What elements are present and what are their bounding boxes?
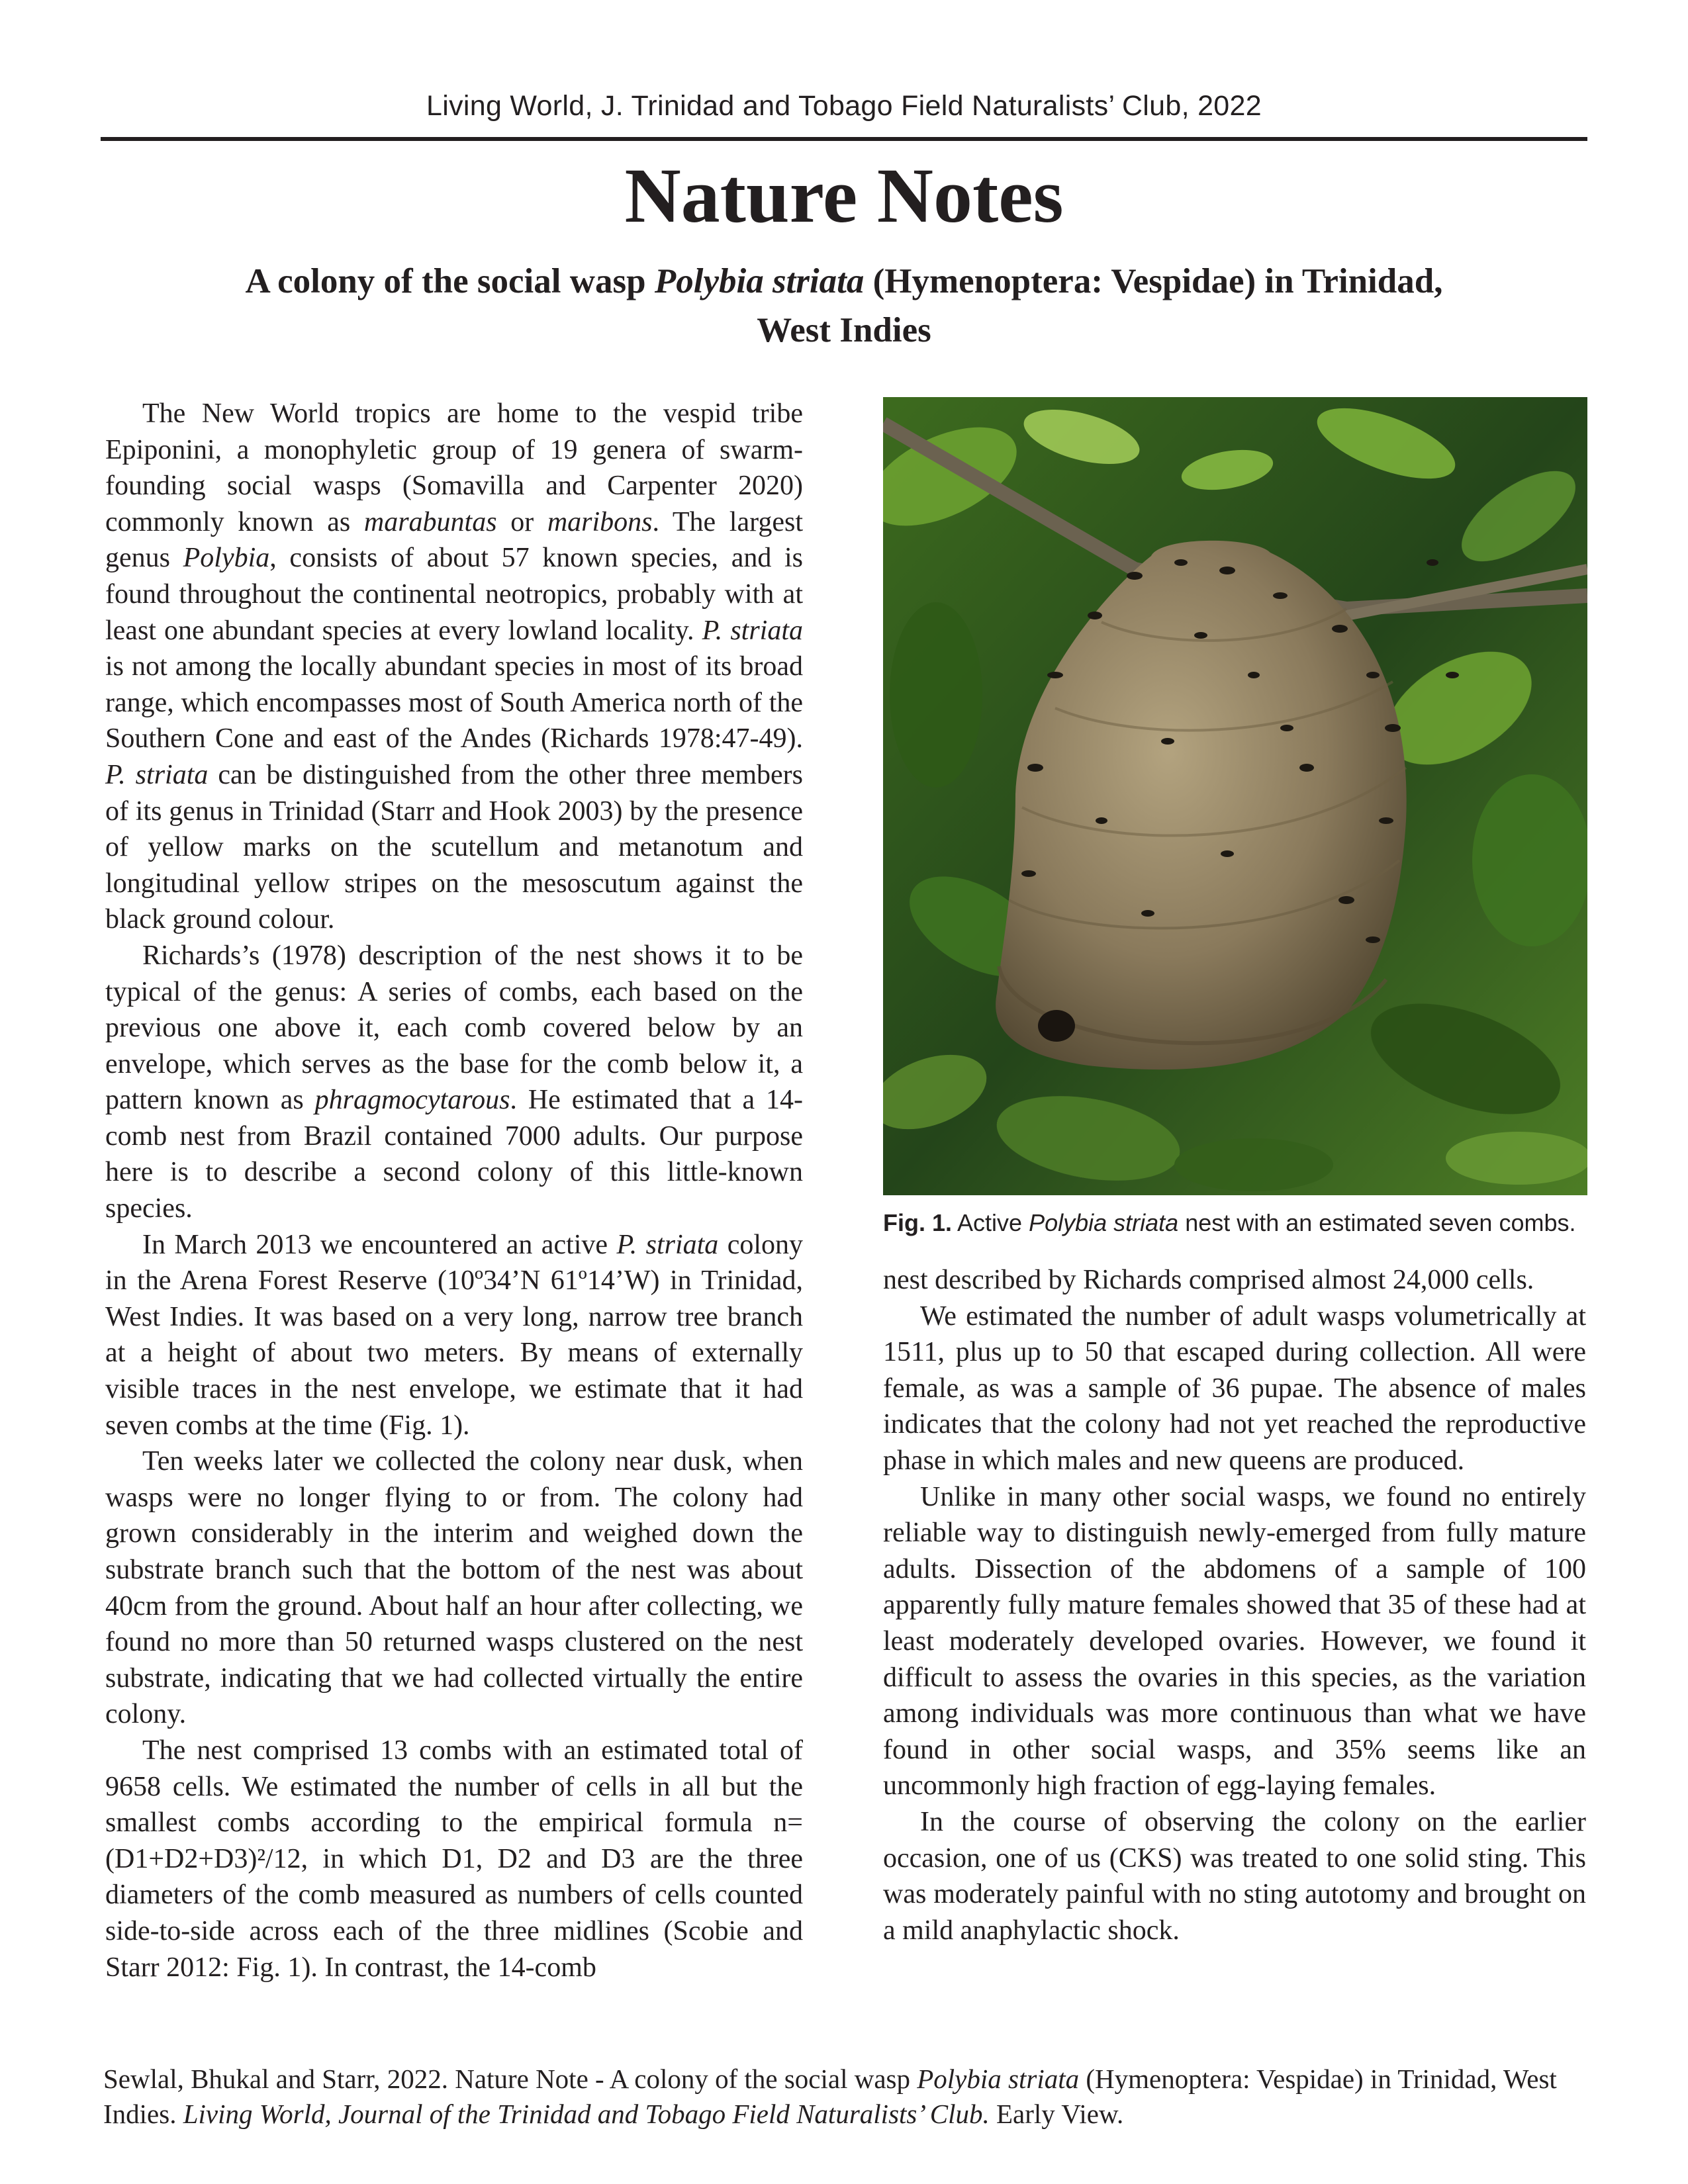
right-column: [883, 1262, 1586, 1948]
figure-photo: [883, 397, 1587, 1195]
article-title: [101, 257, 1587, 355]
header-rule: [101, 137, 1587, 141]
body-paragraph: The nest comprised 13 combs with an estimated total of 9658 cells. We estimated the number of cells in all but the smallest combs according to the empirical formula n=(D1+D2+D3)²/12, in which D1, D2 and D3 are the three diameters of the comb measured as numbers of cells counted side-to-side across each of the three midlines (Scobie and Starr 2012: Fig. 1). In contrast, the 14-comb: [105, 1735, 803, 1983]
body-paragraph: In the course of observing the colony on the earlier occasion, one of us (CKS) was treated to one solid sting. This was moderately painful with no sting autotomy and brought on a mild anaphylactic shock.: [883, 1806, 1586, 1946]
figure-caption: [883, 1208, 1590, 1238]
caption-species: Polybia striata: [1029, 1209, 1179, 1236]
italic-term: Polybia: [183, 543, 270, 574]
citation-text: Early View.: [989, 2099, 1124, 2129]
italic-term: marabuntas: [363, 506, 497, 537]
text-run: The New World tropics are home to the vespid tribe Epiponini, a monophyletic group of 19 genera of swarm-founding social wasps (Somavilla and Carpenter 2020) commonly known as: [105, 398, 803, 537]
text-run: colony in the Arena Forest Reserve (10º34’N 61º14’W) in Trinidad, West Indies. It was based on a very long, narrow tree branch at a height of about two meters. By means of externally visible traces in the nest envelope, we estimate that it had seven combs at the time (Fig. 1).: [105, 1229, 804, 1441]
text-run: can be distinguished from the other three members of its genus in Trinidad (Starr and Hook 2003) by the presence of yellow marks on the scutellum and metanotum and longitudinal yellow stripes on the mesoscutum against the black ground colour.: [105, 759, 804, 935]
article-title-species: Polybia striata: [654, 262, 865, 300]
caption-label: Fig. 1.: [883, 1209, 953, 1236]
citation-footer: [103, 2062, 1590, 2132]
citation-species: Polybia striata: [917, 2064, 1080, 2094]
italic-term: phragmocytarous: [314, 1085, 510, 1116]
citation-text: Sewlal, Bhukal and Starr, 2022. Nature Note - A colony of the social wasp: [103, 2064, 917, 2094]
text-run: . The largest genus: [105, 506, 804, 574]
text-run: is not among the locally abundant species in most of its broad range, which encompasses most of South America north of the Southern Cone and east of the Andes (Richards 1978:47-49).: [105, 651, 803, 754]
text-run: , consists of about 57 known species, and is found throughout the continental neotropics, probably with at least one abundant species at every lowland locality.: [105, 543, 803, 646]
citation-journal: Living World, Journal of the Trinidad and Tobago Field Naturalists’ Club.: [183, 2099, 990, 2129]
body-paragraph: [105, 1227, 803, 1444]
italic-term: P. striata: [702, 615, 804, 646]
article-title-part: (Hymenoptera: Vespidae) in Trinidad,: [864, 262, 1443, 300]
caption-text: nest with an estimated seven combs.: [1178, 1209, 1576, 1236]
left-column: [105, 396, 803, 1985]
section-title: Nature Notes: [624, 152, 1064, 239]
italic-term: maribons: [547, 506, 653, 537]
italic-term: P. striata: [616, 1229, 719, 1260]
citation-text: (Hymenoptera: Vespidae) in Trinidad, West Indies.: [103, 2064, 1557, 2129]
body-paragraph: We estimated the number of adult wasps volumetrically at 1511, plus up to 50 that escaped during collection. All were female, as was a sample of 36 pupae. The absence of males indicates that the colony had not yet reached the reproductive phase in which males and new queens are produced.: [883, 1300, 1586, 1476]
body-paragraph: [105, 396, 803, 938]
wasp-nest-photo: [883, 397, 1587, 1195]
text-run: or: [496, 506, 547, 537]
body-paragraph-continued: nest described by Richards comprised almost 24,000 cells.: [883, 1265, 1534, 1295]
body-paragraph: [105, 938, 803, 1227]
article-title-part: West Indies: [757, 311, 931, 349]
text-run: Richards’s (1978) description of the nest shows it to be typical of the genus: A series of combs, each based on the previous one above it, each comb covered below by an envelope, which serves as the base for the comb below it, a pattern known as: [105, 940, 803, 1116]
text-run: In March 2013 we encountered an active: [142, 1229, 617, 1260]
italic-term: P. striata: [105, 759, 209, 790]
article-title-part: A colony of the social wasp: [245, 262, 655, 300]
caption-text: Active: [952, 1209, 1029, 1236]
body-paragraph: Unlike in many other social wasps, we found no entirely reliable way to distinguish newly-emerged from fully mature adults. Dissection of the abdomens of a sample of 100 apparently fully mature females showed that 35 of these had at least moderately developed ovaries. However, we found it difficult to assess the ovaries in this species, as the variation among individuals was more continuous than what we have found in other social wasps, and 35% seems like an uncommonly high fraction of egg-laying females.: [883, 1481, 1586, 1801]
text-run: . He estimated that a 14-comb nest from Brazil contained 7000 adults. Our purpose here is to describe a second colony of this little-known species.: [105, 1085, 803, 1224]
nest-entrance: [1038, 1010, 1075, 1042]
running-head: Living World, J. Trinidad and Tobago Field Naturalists’ Club, 2022: [426, 90, 1262, 122]
body-paragraph: Ten weeks later we collected the colony near dusk, when wasps were no longer flying to or from. The colony had grown considerably in the interim and weighed down the substrate branch such that the bottom of the nest was about 40cm from the ground. About half an hour after collecting, we found no more than 50 returned wasps clustered on the nest substrate, indicating that we had collected virtually the entire colony.: [105, 1446, 803, 1730]
